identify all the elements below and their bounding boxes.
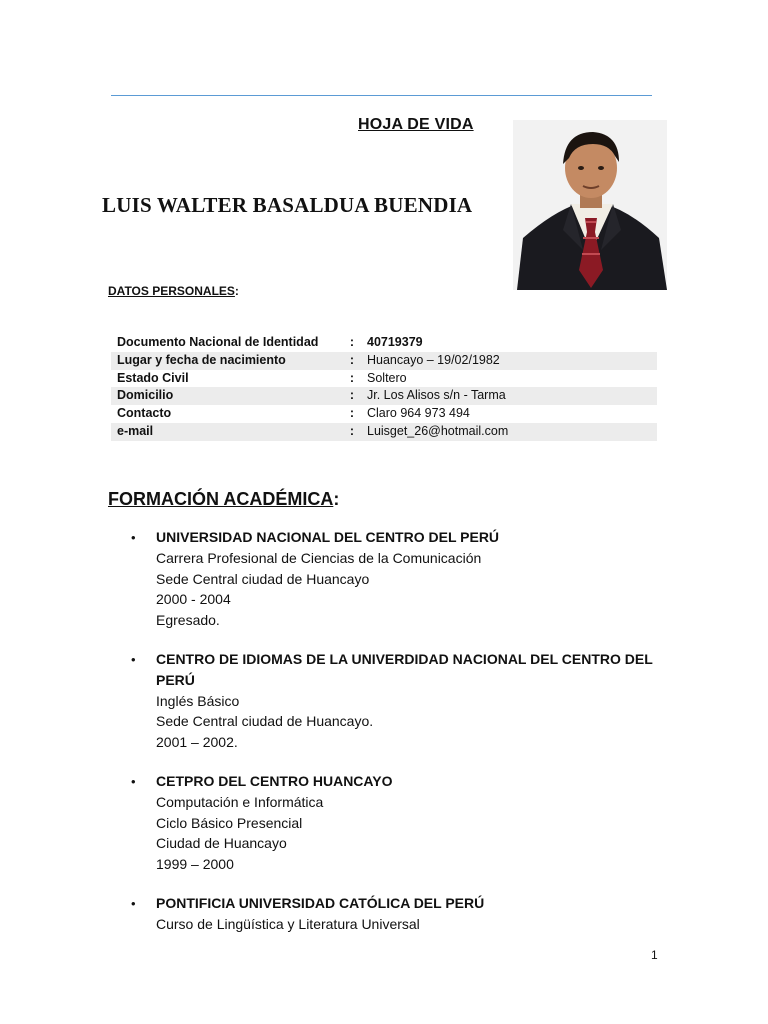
education-line: Curso de Lingüística y Literatura Universal	[156, 915, 420, 932]
personal-data-table	[111, 334, 657, 441]
education-line: Ciudad de Huancayo	[156, 835, 287, 852]
education-line: 2000 - 2004	[156, 591, 231, 608]
row-value: Huancayo – 19/02/1982	[357, 352, 657, 370]
education-line: Ciclo Básico Presencial	[156, 814, 303, 831]
education-line: Egresado.	[156, 612, 220, 629]
personal-data-heading-text: DATOS PERSONALES	[108, 284, 235, 298]
education-item-body	[156, 771, 656, 875]
education-line: Carrera Profesional de Ciencias de la Comunicación	[156, 549, 482, 566]
row-label: Documento Nacional de Identidad	[117, 335, 319, 349]
row-value: Jr. Los Alisos s/n - Tarma	[357, 387, 657, 405]
education-heading	[108, 489, 339, 510]
table-row	[111, 423, 657, 441]
row-value: 40719379	[367, 335, 423, 349]
education-line: Computación e Informática	[156, 793, 324, 810]
education-line: Sede Central ciudad de Huancayo.	[156, 713, 374, 730]
row-value: Claro 964 973 494	[367, 406, 470, 421]
education-line: 2001 – 2002.	[156, 734, 238, 751]
table-row	[111, 387, 657, 405]
header-rule	[111, 95, 652, 96]
education-heading-text: FORMACIÓN ACADÉMICA	[108, 489, 334, 509]
table-row	[111, 352, 657, 370]
row-separator: :	[349, 406, 355, 421]
row-label: Estado Civil	[117, 370, 189, 385]
bullet-icon: •	[131, 774, 136, 789]
row-separator: :	[349, 370, 355, 385]
row-label: Lugar y fecha de nacimiento	[111, 352, 347, 370]
education-line: Sede Central ciudad de Huancayo	[156, 570, 370, 587]
row-value: Luisget_26@hotmail.com	[357, 423, 657, 441]
row-value: Soltero	[367, 370, 407, 385]
row-label: Contacto	[117, 406, 172, 421]
education-item-body	[156, 527, 656, 631]
table-row	[111, 370, 657, 388]
education-line: 1999 – 2000	[156, 856, 234, 873]
personal-data-heading	[108, 284, 239, 298]
profile-photo	[513, 120, 667, 290]
portrait-illustration	[513, 120, 667, 290]
row-separator: :	[349, 335, 355, 349]
row-separator: :	[347, 387, 357, 405]
row-label: e-mail	[111, 423, 347, 441]
institution-name: CENTRO DE IDIOMAS DE LA UNIVERDIDAD NACIONAL DEL CENTRO DEL PERÚ	[156, 651, 653, 688]
row-separator: :	[347, 352, 357, 370]
personal-data-heading-colon: :	[234, 284, 239, 298]
table-row	[111, 334, 657, 352]
education-line: Inglés Básico	[156, 692, 240, 709]
table-row	[111, 405, 657, 423]
person-name: LUIS WALTER BASALDUA BUENDIA	[102, 193, 473, 217]
education-item-body	[156, 649, 656, 753]
row-label: Domicilio	[111, 387, 347, 405]
bullet-icon: •	[131, 530, 136, 545]
education-item-body	[156, 893, 656, 935]
document-title: HOJA DE VIDA	[358, 116, 474, 133]
page-number: 1	[651, 948, 658, 962]
institution-name: PONTIFICIA UNIVERSIDAD CATÓLICA DEL PERÚ	[156, 895, 485, 911]
bullet-icon: •	[131, 896, 136, 911]
institution-name: CETPRO DEL CENTRO HUANCAYO	[156, 773, 393, 789]
education-heading-colon: :	[333, 489, 340, 509]
bullet-icon: •	[131, 652, 136, 667]
row-separator: :	[347, 423, 357, 441]
institution-name: UNIVERSIDAD NACIONAL DEL CENTRO DEL PERÚ	[156, 529, 500, 545]
